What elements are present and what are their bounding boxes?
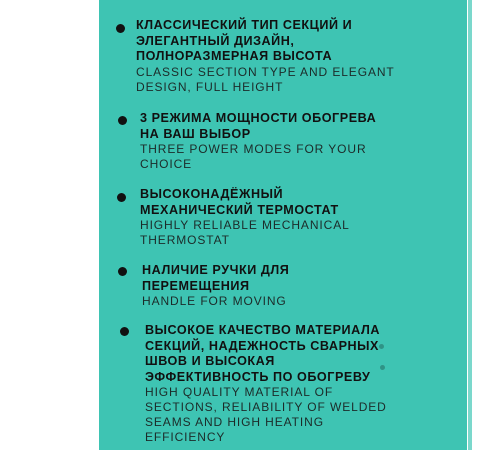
decorative-dot xyxy=(379,344,384,349)
feature-title-ru: ВЫСОКОЕ КАЧЕСТВО МАТЕРИАЛА СЕКЦИЙ, НАДЕЖНОСТЬ СВАРНЫХ ШВОВ И ВЫСОКАЯ ЭФФЕКТИВНОСТЬ ПО ОБОГРЕВУ xyxy=(145,323,380,384)
feature-title-en: HIGHLY RELIABLE MECHANICAL THERMOSTAT xyxy=(140,218,350,247)
bullet-icon xyxy=(116,24,125,33)
feature-title-en: HIGH QUALITY MATERIAL OF SECTIONS, RELIABILITY OF WELDED SEAMS AND HIGH HEATING EFFICIENCY xyxy=(145,385,387,444)
feature-title-ru: ВЫСОКОНАДЁЖНЫЙ МЕХАНИЧЕСКИЙ ТЕРМОСТАТ xyxy=(140,187,339,217)
feature-panel xyxy=(99,0,467,450)
feature-title-en: THREE POWER MODES FOR YOUR CHOICE xyxy=(140,142,367,171)
decorative-dot xyxy=(380,365,385,370)
feature-title-ru: НАЛИЧИЕ РУЧКИ ДЛЯ ПЕРЕМЕЩЕНИЯ xyxy=(142,263,290,293)
feature-title-ru: 3 РЕЖИМА МОЩНОСТИ ОБОГРЕВА НА ВАШ ВЫБОР xyxy=(140,111,377,141)
bullet-icon xyxy=(117,193,126,202)
feature-title-en: HANDLE FOR MOVING xyxy=(142,294,287,308)
bullet-icon xyxy=(118,116,127,125)
feature-title-en: CLASSIC SECTION TYPE AND ELEGANT DESIGN, FULL HEIGHT xyxy=(136,64,395,94)
bullet-icon xyxy=(118,267,127,276)
feature-title-ru: КЛАССИЧЕСКИЙ ТИП СЕКЦИЙ И ЭЛЕГАНТНЫЙ ДИЗАЙН, ПОЛНОРАЗМЕРНАЯ ВЫСОТА xyxy=(136,18,353,63)
bullet-icon xyxy=(120,327,129,336)
panel-edge xyxy=(468,0,472,450)
